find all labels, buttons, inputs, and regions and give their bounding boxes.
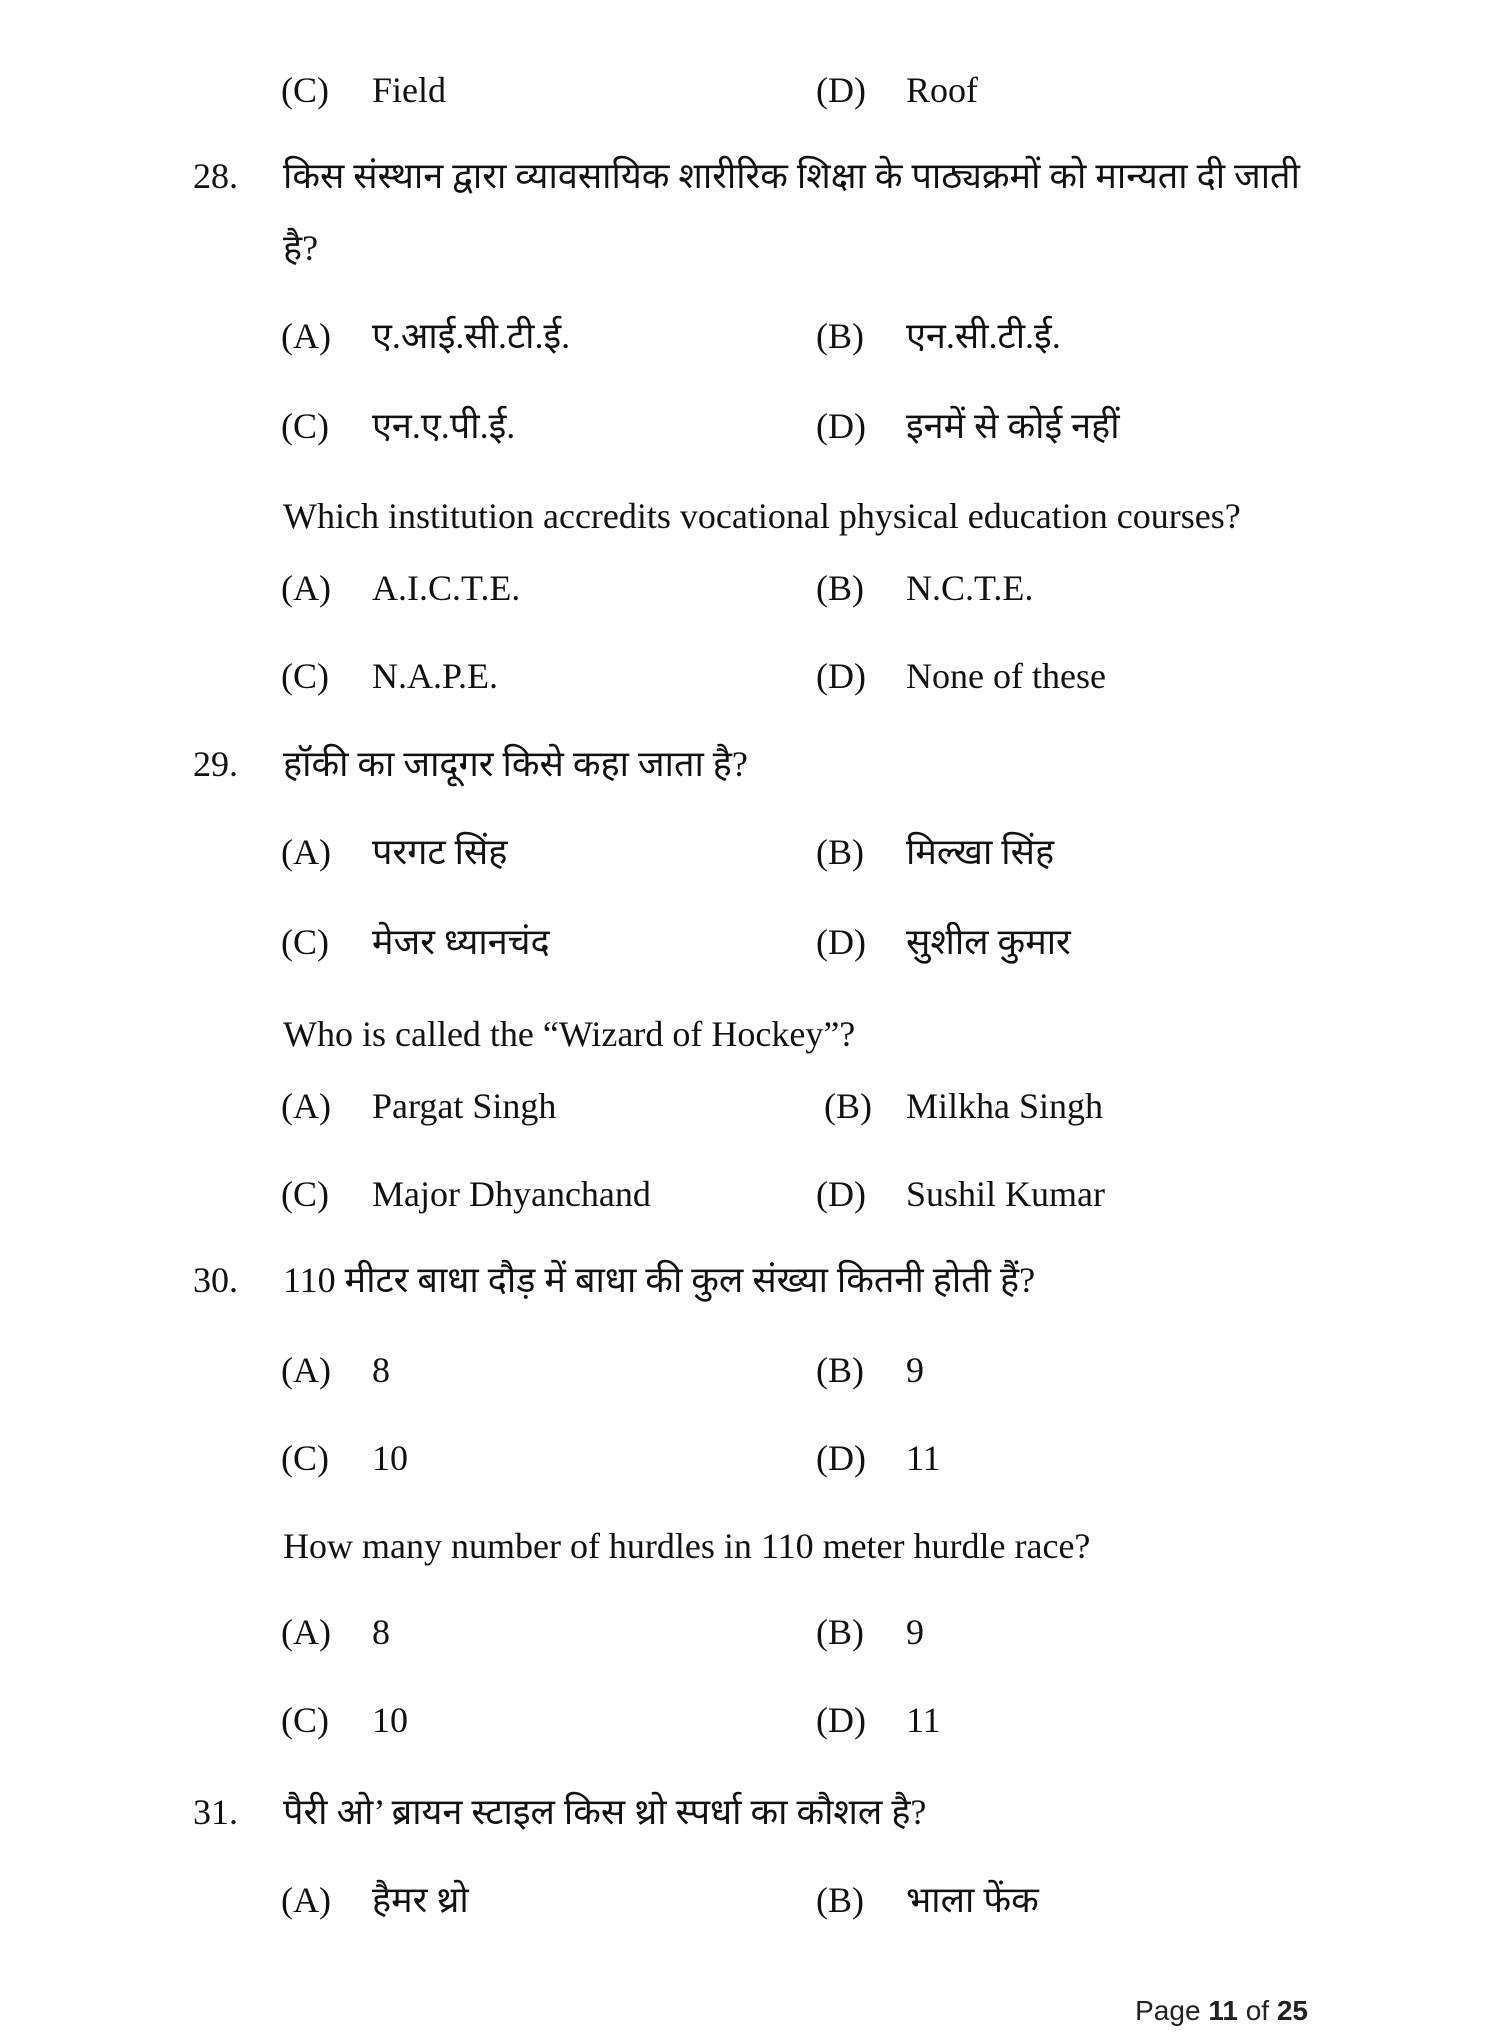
option-label: (A)	[281, 832, 331, 872]
option-label: (C)	[281, 656, 329, 696]
option-text: 8	[372, 1612, 390, 1652]
option-text: सुशील कुमार	[906, 922, 1071, 962]
option-row	[0, 306, 1505, 366]
option-label: (B)	[816, 832, 864, 872]
option-label: (A)	[281, 1086, 331, 1126]
question-28-english	[0, 486, 1505, 546]
option-text: भाला फेंक	[906, 1880, 1039, 1920]
option-text: 10	[372, 1438, 408, 1478]
option-text: इनमें से कोई नहीं	[906, 406, 1120, 446]
option-row	[0, 1428, 1505, 1488]
option-text: 11	[906, 1700, 941, 1740]
option-row	[0, 1164, 1505, 1224]
option-label: (C)	[281, 922, 329, 962]
page-of: of	[1245, 1995, 1270, 2026]
option-text: 9	[906, 1350, 924, 1390]
question-text-hindi: 110 मीटर बाधा दौड़ में बाधा की कुल संख्या कितनी होती हैं?	[283, 1260, 1036, 1300]
option-label: (D)	[816, 1700, 866, 1740]
option-label: (B)	[816, 1880, 864, 1920]
question-number: 30.	[193, 1260, 238, 1300]
question-text-hindi: पैरी ओ’ ब्रायन स्टाइल किस थ्रो स्पर्धा का कौशल है?	[283, 1792, 927, 1832]
option-text: ए.आई.सी.टी.ई.	[372, 316, 571, 356]
option-text: N.A.P.E.	[372, 656, 499, 696]
option-text: Pargat Singh	[372, 1086, 557, 1126]
option-label: (A)	[281, 568, 331, 608]
question-text-english: How many number of hurdles in 110 meter hurdle race?	[283, 1526, 1091, 1566]
option-text: 8	[372, 1350, 390, 1390]
option-text: Sushil Kumar	[906, 1174, 1106, 1214]
question-28	[0, 146, 1505, 296]
page-prefix: Page	[1135, 1995, 1201, 2026]
option-label: (C)	[281, 406, 329, 446]
option-row	[0, 60, 1505, 120]
option-label: (B)	[816, 316, 864, 356]
option-text: Major Dhyanchand	[372, 1174, 651, 1214]
page-number	[1135, 1995, 1308, 2027]
option-row	[0, 1076, 1505, 1136]
question-29	[0, 734, 1505, 794]
option-text: None of these	[906, 656, 1106, 696]
option-row	[0, 558, 1505, 618]
option-text: मिल्खा सिंह	[906, 832, 1055, 872]
option-label: (A)	[281, 1880, 331, 1920]
option-row	[0, 1690, 1505, 1750]
option-text: 11	[906, 1438, 941, 1478]
option-text: परगट सिंह	[372, 832, 508, 872]
option-label: (A)	[281, 1612, 331, 1652]
page-total: 25	[1276, 1995, 1308, 2026]
option-label: (B)	[816, 568, 864, 608]
option-label: (C)	[281, 70, 329, 110]
option-row	[0, 396, 1505, 456]
option-text: Roof	[906, 70, 978, 110]
question-text-hindi: किस संस्थान द्वारा व्यावसायिक शारीरिक शिक्षा के पाठ्यक्रमों को मान्यता दी जाती है?	[283, 156, 1300, 268]
question-number: 31.	[193, 1792, 238, 1832]
option-text: 10	[372, 1700, 408, 1740]
option-text: एन.ए.पी.ई.	[372, 406, 516, 446]
option-label: (C)	[281, 1438, 329, 1478]
option-row	[0, 1340, 1505, 1400]
option-label: (B)	[824, 1086, 872, 1126]
page-current: 11	[1208, 1995, 1238, 2026]
option-label: (A)	[281, 1350, 331, 1390]
option-row	[0, 1870, 1505, 1930]
option-row	[0, 1602, 1505, 1662]
option-label: (B)	[816, 1350, 864, 1390]
option-text: एन.सी.टी.ई.	[906, 316, 1061, 356]
option-label: (C)	[281, 1700, 329, 1740]
question-29-english	[0, 1004, 1505, 1064]
option-label: (D)	[816, 922, 866, 962]
option-label: (D)	[816, 656, 866, 696]
option-label: (B)	[816, 1612, 864, 1652]
option-text: N.C.T.E.	[906, 568, 1034, 608]
option-label: (A)	[281, 316, 331, 356]
question-number: 28.	[193, 156, 238, 196]
option-text: मेजर ध्यानचंद	[372, 922, 550, 962]
option-label: (D)	[816, 70, 866, 110]
question-31	[0, 1782, 1505, 1842]
question-number: 29.	[193, 744, 238, 784]
option-row	[0, 912, 1505, 972]
question-text-english: Who is called the “Wizard of Hockey”?	[283, 1014, 856, 1054]
option-text: हैमर थ्रो	[372, 1880, 469, 1920]
option-text: 9	[906, 1612, 924, 1652]
option-label: (D)	[816, 406, 866, 446]
option-row	[0, 646, 1505, 706]
option-text: A.I.C.T.E.	[372, 568, 521, 608]
option-row	[0, 822, 1505, 882]
question-text-english: Which institution accredits vocational physical education courses?	[283, 496, 1241, 536]
question-30-english	[0, 1516, 1505, 1576]
option-text: Milkha Singh	[906, 1086, 1104, 1126]
question-30	[0, 1250, 1505, 1310]
option-label: (D)	[816, 1438, 866, 1478]
question-text-hindi: हॉकी का जादूगर किसे कहा जाता है?	[283, 744, 748, 784]
option-label: (C)	[281, 1174, 329, 1214]
option-text: Field	[372, 70, 447, 110]
option-label: (D)	[816, 1174, 866, 1214]
